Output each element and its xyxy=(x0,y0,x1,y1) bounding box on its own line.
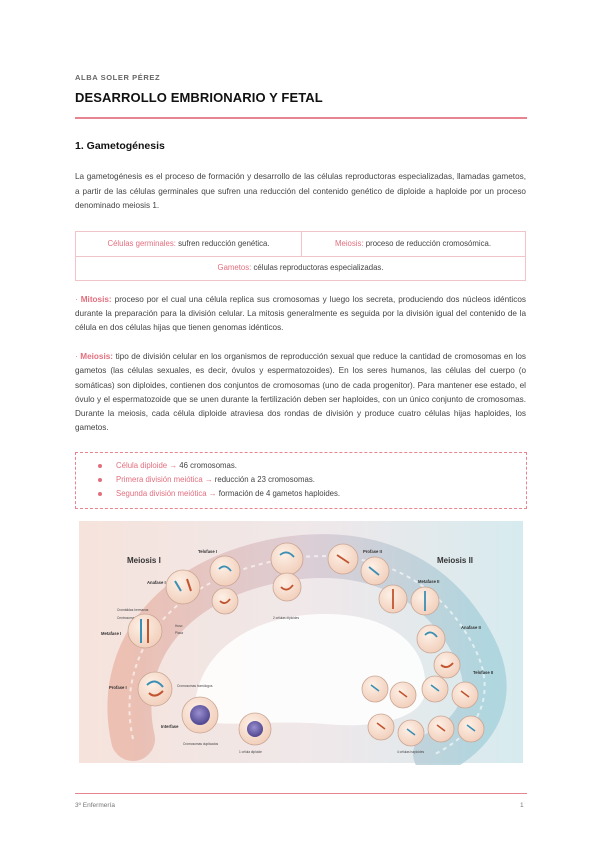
cell-anafase2-b xyxy=(434,652,460,678)
stage-telofase1: Telofase I xyxy=(198,549,218,554)
list-item-text: formación de 4 gametos haploides. xyxy=(216,489,341,498)
definitions-table xyxy=(75,231,526,281)
meiosis-term: Meiosis: xyxy=(80,352,114,361)
meiosis2-label: Meiosis II xyxy=(437,556,474,565)
nucleus-icon xyxy=(190,705,210,725)
meiosis-paragraph xyxy=(75,350,526,436)
list-item-term: Segunda división meiótica → xyxy=(116,489,217,498)
cell-anafase1 xyxy=(166,570,200,604)
summary-list xyxy=(96,459,340,501)
label-duplicados: Cromosomas duplicados xyxy=(183,742,219,746)
mitosis-text: proceso por el cual una célula replica sus cromosomas y luego los secreta, produciendo dos núcleos idénticos durante la preparación para la división celular. La mitosis generalmente es seguida por la división igual del contenido de la célula en dos células hijas que tienen genomas idénticos. xyxy=(75,295,526,332)
summary-box xyxy=(75,452,527,509)
definitions-row xyxy=(76,232,525,257)
label-una-diploide: 1 célula diploide xyxy=(239,750,262,754)
meiosis1-label: Meiosis I xyxy=(127,556,161,565)
stage-telofase2: Telofase II xyxy=(473,670,494,675)
definition-gametos xyxy=(76,256,525,280)
label-huso: Huso xyxy=(175,624,183,628)
cell-metafase1 xyxy=(128,614,162,648)
mitosis-bullet: · xyxy=(75,295,81,304)
label-placa: Placa xyxy=(175,631,183,635)
stage-metafase2: Metafase II xyxy=(418,579,440,584)
label-cromatidas: Cromátidas hermanas xyxy=(117,608,149,612)
definition-text: células reproductoras especializadas. xyxy=(251,263,384,272)
definition-text: sufren reducción genética. xyxy=(175,239,270,248)
footer-divider xyxy=(75,793,527,794)
list-item xyxy=(96,459,340,473)
bullet-dot-icon xyxy=(98,478,102,482)
label-homologos: Cromosomas homólogos xyxy=(177,684,213,688)
meiosis-bullet: · xyxy=(75,352,81,361)
section-title: 1. Gametogénesis xyxy=(75,140,165,152)
stage-profase1: Profase I xyxy=(109,685,127,690)
stage-metafase1: Metafase I xyxy=(101,631,122,636)
definition-term: Meiosis: xyxy=(334,239,364,248)
header-divider xyxy=(75,117,527,119)
cell-telofase1-b xyxy=(212,588,238,614)
meiosis-diagram xyxy=(75,519,527,765)
stage-anafase1: Anafase I xyxy=(147,580,166,585)
nucleus-icon xyxy=(247,721,263,737)
author-name: ALBA SOLER PÉREZ xyxy=(75,73,161,82)
bullet-dot-icon xyxy=(98,492,102,496)
mitosis-paragraph xyxy=(75,293,526,334)
list-item-text: 46 cromosomas. xyxy=(177,461,237,470)
label-dos-diploides: 2 células diploides xyxy=(273,616,300,620)
mitosis-term: Mitosis: xyxy=(80,295,112,304)
label-centrosoma: Centrosoma xyxy=(117,616,135,620)
cell-profase1 xyxy=(138,672,172,706)
definition-term: Gametos: xyxy=(217,263,252,272)
bullet-dot-icon xyxy=(98,464,102,468)
cell-anafase2-a xyxy=(417,625,445,653)
definition-meiosis xyxy=(301,232,525,256)
cell-diploid-b xyxy=(273,573,301,601)
definition-germinal xyxy=(76,232,302,256)
list-item-term: Célula diploide → xyxy=(116,461,178,470)
list-item xyxy=(96,473,340,487)
stage-profase2: Profase II xyxy=(363,549,382,554)
document-title: DESARROLLO EMBRIONARIO Y FETAL xyxy=(75,90,323,105)
definition-text: proceso de reducción cromosómica. xyxy=(363,239,492,248)
stage-anafase2: Anafase II xyxy=(461,625,481,630)
label-cuatro-haploides: 4 células haploides xyxy=(397,750,425,754)
list-item-term: Primera división meiótica → xyxy=(116,475,213,484)
intro-paragraph: La gametogénesis es el proceso de formación y desarrollo de las células reproductoras especializadas, llamadas gametos, a partir de las células germinales que sufren una reducción del contenido genético de diploide a haploide por un proceso denominado meiosis 1. xyxy=(75,172,526,210)
stage-interfase: Interfase xyxy=(161,724,179,729)
cell-telofase1-a xyxy=(210,556,240,586)
cell-diploid-a xyxy=(271,543,303,575)
footer-course: 3º Enfermería xyxy=(75,802,115,809)
definition-term: Células germinales: xyxy=(107,239,176,248)
list-item xyxy=(96,487,340,501)
meiosis-text: tipo de división celular en los organismos de reproducción sexual que reduce la cantidad de cromosomas en los gametos (las células sexuales, es decir, óvulos y espermatozoides). En los seres humanos, las células del cuerpo (o somáticas) son diploides, contienen dos conjuntos de cromosomas (uno de cada progenitor). Para mantener ese estado, el óvulo y el espermatozoide que se unen durante la fertilización deben ser haploides, con un único conjunto de cromosomas. Durante la meiosis, cada célula diploide atraviesa dos rondas de división y produce cuatro células hijas haploides, los gametos. xyxy=(75,352,526,433)
list-item-text: reducción a 23 cromosomas. xyxy=(212,475,315,484)
page-number: 1 xyxy=(520,802,524,809)
